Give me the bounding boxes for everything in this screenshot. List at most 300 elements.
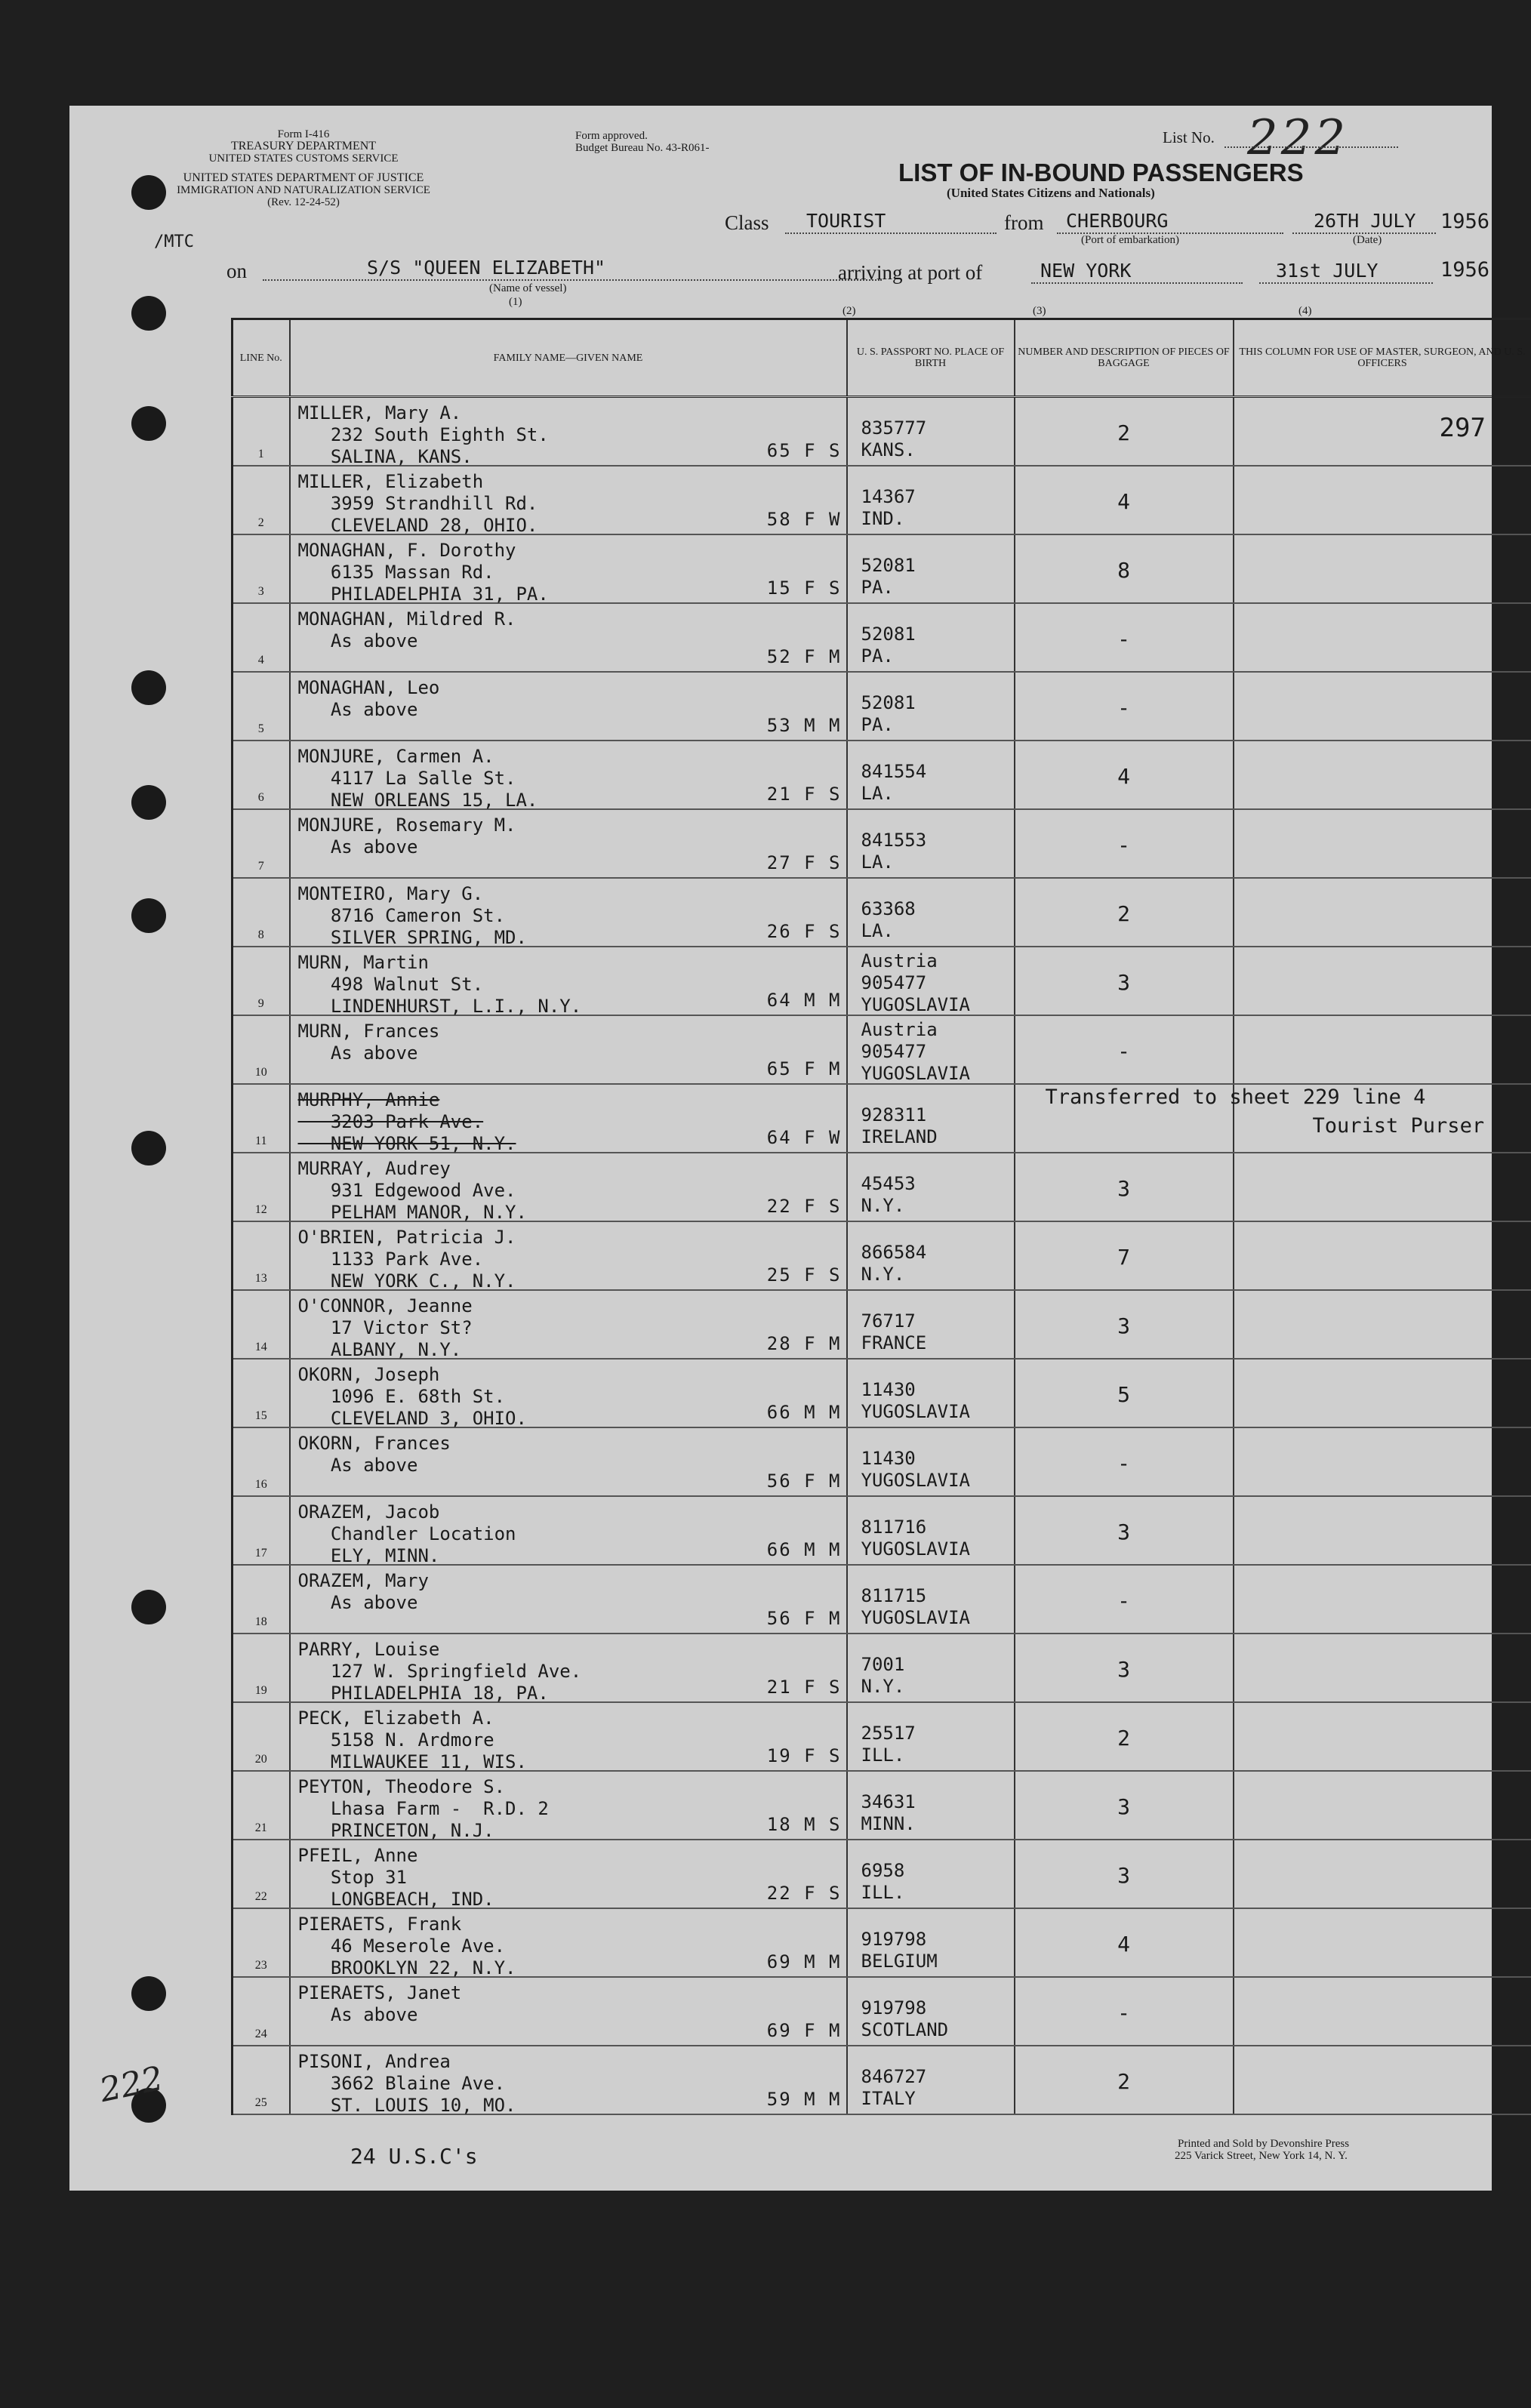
line-number [233, 1565, 290, 1634]
officer-cell [1234, 1496, 1531, 1565]
line-number-text: 21 [254, 1821, 267, 1834]
line-number [233, 1221, 290, 1290]
name-cell [290, 1634, 847, 1702]
passport-birthplace: 11430 YUGOSLAVIA [861, 1448, 970, 1491]
col1-caption: (1) [509, 296, 522, 308]
list-no-label: List No. [1163, 128, 1215, 146]
table-row [233, 878, 1531, 947]
passenger-name-address: O'CONNOR, Jeanne 17 Victor St? ALBANY, N.Y. [297, 1295, 473, 1360]
baggage-cell [1015, 878, 1234, 947]
budget-bureau: Budget Bureau No. 43-R061- [575, 142, 710, 154]
baggage-count: - [1117, 1451, 1130, 1476]
arriving-label: arriving at port of [838, 261, 983, 284]
name-cell [290, 1153, 847, 1221]
passport-birthplace: 841553 LA. [861, 830, 927, 873]
passport-birthplace: 866584 N.Y. [861, 1242, 927, 1285]
line-number-text: 22 [254, 1890, 267, 1903]
name-cell [290, 947, 847, 1015]
line-number-text: 11 [255, 1135, 267, 1147]
port-caption: (Port of embarkation) [1081, 234, 1179, 246]
printer-line-1: Printed and Sold by Devonshire Press [1178, 2138, 1350, 2150]
table-row [233, 809, 1531, 878]
table-row [233, 1221, 1531, 1290]
baggage-count: - [1117, 627, 1130, 651]
age-sex-status: 28 F M [766, 1333, 842, 1354]
officer-cell [1234, 1565, 1531, 1634]
passport-cell [847, 1015, 1015, 1084]
line-number [233, 1359, 290, 1427]
from-label: from [1004, 211, 1044, 234]
arrival-port: NEW YORK [1040, 260, 1132, 282]
line-number [233, 1634, 290, 1702]
punch-hole [131, 785, 166, 820]
table-row [233, 1290, 1531, 1359]
baggage-count: 4 [1117, 489, 1130, 514]
age-sex-status: 66 M M [766, 1539, 842, 1560]
passport-birthplace: 25517 ILL. [861, 1723, 916, 1766]
line-number-text: 12 [254, 1203, 267, 1216]
passport-birthplace: 14367 IND. [861, 486, 916, 529]
name-cell [290, 672, 847, 741]
class-line [785, 232, 997, 234]
officer-cell [1234, 1359, 1531, 1427]
table-row [233, 466, 1531, 534]
officer-cell [1234, 1153, 1531, 1221]
printer-line-2: 225 Varick Street, New York 14, N. Y. [1175, 2150, 1348, 2162]
passenger-name-address: PARRY, Louise 127 W. Springfield Ave. PHILADELPHIA 18, PA. [297, 1639, 582, 1704]
name-cell [290, 1290, 847, 1359]
passport-cell [847, 466, 1015, 534]
table-row [233, 1908, 1531, 1977]
baggage-cell [1015, 2046, 1234, 2114]
line-number-text: 18 [254, 1615, 267, 1628]
age-sex-status: 22 F S [766, 1883, 842, 1904]
total-count: 24 U.S.C's [350, 2144, 478, 2169]
baggage-count: 3 [1117, 1313, 1130, 1338]
passport-cell [847, 397, 1015, 467]
page-title: LIST OF IN-BOUND PASSENGERS [898, 159, 1304, 186]
passport-cell [847, 1771, 1015, 1840]
name-cell [290, 2046, 847, 2114]
age-sex-status: 58 F W [766, 509, 842, 530]
baggage-cell [1015, 672, 1234, 741]
form-approved: Form approved. [575, 130, 648, 142]
arrival-port-line [1031, 282, 1243, 284]
passport-birthplace: 76717 FRANCE [861, 1310, 927, 1353]
baggage-cell [1015, 1565, 1234, 1634]
baggage-count: 5 [1117, 1382, 1130, 1407]
officer-cell [1234, 466, 1531, 534]
baggage-cell [1015, 1359, 1234, 1427]
purser-note: Tourist Purser [1312, 1114, 1485, 1138]
passenger-name-address: MONJURE, Carmen A. 4117 La Salle St. NEW ORLEANS 15, LA. [297, 746, 538, 811]
age-sex-status: 69 M M [766, 1951, 842, 1972]
departure-date: 26TH JULY [1314, 210, 1416, 232]
line-number [233, 397, 290, 467]
passport-birthplace: 11430 YUGOSLAVIA [861, 1379, 970, 1422]
passenger-name-address: MONAGHAN, Leo As above [297, 677, 440, 720]
passenger-name-address: MONAGHAN, Mildred R. As above [297, 608, 516, 651]
age-sex-status: 26 F S [766, 921, 842, 942]
line-number-text: 4 [257, 654, 264, 667]
age-sex-status: 59 M M [766, 2089, 842, 2110]
punch-hole [131, 1976, 166, 2011]
age-sex-status: 52 F M [766, 646, 842, 667]
age-sex-status: 66 M M [766, 1402, 842, 1423]
list-no-line [1224, 146, 1398, 148]
punch-hole [131, 175, 166, 210]
line-number [233, 1840, 290, 1908]
list-no-value: 222 [1247, 110, 1349, 166]
passport-cell [847, 1977, 1015, 2046]
age-sex-status: 64 M M [766, 990, 842, 1011]
table-row [233, 1015, 1531, 1084]
officer-cell [1234, 809, 1531, 878]
baggage-cell [1015, 1840, 1234, 1908]
table-row [233, 1840, 1531, 1908]
age-sex-status: 21 F S [766, 784, 842, 805]
name-cell [290, 1221, 847, 1290]
passenger-name-address: O'BRIEN, Patricia J. 1133 Park Ave. NEW YORK C., N.Y. [297, 1227, 516, 1292]
passenger-name-address: ORAZEM, Jacob Chandler Location ELY, MINN. [297, 1501, 516, 1566]
officer-cell [1234, 741, 1531, 809]
table-row [233, 947, 1531, 1015]
baggage-cell [1015, 947, 1234, 1015]
passport-cell [847, 878, 1015, 947]
line-number-text: 17 [254, 1547, 267, 1560]
passenger-list-page [69, 106, 1526, 2191]
table-row [233, 1359, 1531, 1427]
officer-cell [1234, 1290, 1531, 1359]
table-row [233, 1634, 1531, 1702]
passport-cell [847, 1153, 1015, 1221]
line-number-text: 23 [254, 1959, 267, 1972]
passenger-name-address: PISONI, Andrea 3662 Blaine Ave. ST. LOUIS 10, MO. [297, 2051, 516, 2116]
baggage-cell [1015, 466, 1234, 534]
baggage-count: 3 [1117, 1863, 1130, 1888]
age-sex-status: 19 F S [766, 1745, 842, 1766]
col3-caption: (3) [1033, 305, 1046, 317]
table-row [233, 672, 1531, 741]
passenger-name-address: PIERAETS, Frank 46 Meserole Ave. BROOKLYN 22, N.Y. [297, 1914, 516, 1978]
name-cell [290, 1565, 847, 1634]
officer-cell [1234, 1771, 1531, 1840]
table-header-row [233, 319, 1531, 397]
baggage-cell [1015, 1153, 1234, 1221]
passport-birthplace: 841554 LA. [861, 761, 927, 804]
baggage-count: 2 [1117, 901, 1130, 926]
name-cell [290, 1496, 847, 1565]
passport-cell [847, 1221, 1015, 1290]
line-number [233, 534, 290, 603]
passenger-name-address: PIERAETS, Janet As above [297, 1982, 462, 2025]
punch-hole [131, 670, 166, 705]
vessel-line [263, 279, 882, 281]
punch-hole [131, 406, 166, 441]
age-sex-status: 27 F S [766, 852, 842, 873]
baggage-cell [1015, 1977, 1234, 2046]
line-number-text: 5 [257, 722, 264, 735]
age-sex-status: 65 F M [766, 1058, 842, 1079]
line-number [233, 741, 290, 809]
passenger-name-address: MILLER, Mary A. 232 South Eighth St. SALINA, KANS. [297, 402, 549, 467]
baggage-count: 4 [1117, 1932, 1130, 1957]
line-number [233, 1015, 290, 1084]
date-caption: (Date) [1353, 234, 1382, 246]
table-row [233, 1977, 1531, 2046]
header-officers: THIS COLUMN FOR USE OF MASTER, SURGEON, AND U. S. OFFICERS [1234, 319, 1531, 397]
punch-hole [131, 898, 166, 933]
line-number [233, 1771, 290, 1840]
baggage-cell [1015, 1290, 1234, 1359]
passenger-name-address: MURRAY, Audrey 931 Edgewood Ave. PELHAM MANOR, N.Y. [297, 1158, 527, 1223]
col4-caption: (4) [1298, 305, 1312, 317]
line-number [233, 1977, 290, 2046]
col2-caption: (2) [843, 305, 856, 317]
line-number [233, 947, 290, 1015]
officer-cell [1234, 878, 1531, 947]
passport-cell [847, 1359, 1015, 1427]
line-number-text: 16 [254, 1478, 267, 1491]
passport-birthplace: 63368 LA. [861, 898, 916, 941]
header-passport: U. S. PASSPORT NO. PLACE OF BIRTH [847, 319, 1015, 397]
name-cell [290, 603, 847, 672]
name-cell [290, 534, 847, 603]
passenger-name-address: MONTEIRO, Mary G. 8716 Cameron St. SILVER SPRING, MD. [297, 883, 527, 948]
line-number-text: 10 [254, 1066, 267, 1079]
passenger-name-address: PEYTON, Theodore S. Lhasa Farm - R.D. 2 PRINCETON, N.J. [297, 1776, 549, 1841]
officer-cell [1234, 397, 1531, 467]
table-row [233, 1496, 1531, 1565]
passport-birthplace: Austria 905477 YUGOSLAVIA [861, 950, 970, 1015]
passport-cell [847, 1084, 1015, 1153]
baggage-cell [1015, 1908, 1234, 1977]
passenger-name-address: ORAZEM, Mary As above [297, 1570, 429, 1613]
age-sex-status: 65 F S [766, 440, 842, 461]
baggage-count: 3 [1117, 1176, 1130, 1201]
header-line: LINE No. [233, 319, 290, 397]
passenger-name-address: PFEIL, Anne Stop 31 LONGBEACH, IND. [297, 1845, 494, 1910]
passport-birthplace: 45453 N.Y. [861, 1173, 916, 1216]
passport-birthplace: 34631 MINN. [861, 1791, 916, 1834]
page-subtitle: (United States Citizens and Nationals) [947, 186, 1155, 200]
baggage-count: 3 [1117, 1657, 1130, 1682]
passenger-name-address: MURPHY, Annie 3203 Park Ave. NEW YORK 51, N.Y. [297, 1089, 516, 1154]
passport-birthplace: 835777 KANS. [861, 417, 927, 460]
line-number [233, 1427, 290, 1496]
age-sex-status: 53 M M [766, 715, 842, 736]
on-label: on [226, 260, 247, 282]
age-sex-status: 56 F M [766, 1608, 842, 1629]
passport-cell [847, 603, 1015, 672]
passport-cell [847, 1840, 1015, 1908]
punch-hole [131, 1131, 166, 1166]
age-sex-status: 25 F S [766, 1264, 842, 1286]
passport-birthplace: 919798 SCOTLAND [861, 1997, 949, 2040]
passport-cell [847, 947, 1015, 1015]
line-number [233, 1084, 290, 1153]
passenger-table [231, 318, 1531, 2115]
treasury-label: TREASURY DEPARTMENT [230, 140, 377, 152]
line-number-text: 8 [257, 928, 264, 941]
baggage-cell [1015, 741, 1234, 809]
baggage-count: - [1117, 833, 1130, 858]
baggage-count: 7 [1117, 1245, 1130, 1270]
table-row [233, 603, 1531, 672]
line-number-text: 6 [257, 791, 264, 804]
line-number-text: 20 [254, 1753, 267, 1766]
officer-cell [1234, 1015, 1531, 1084]
line-number-text: 15 [254, 1409, 267, 1422]
name-cell [290, 397, 847, 467]
passenger-name-address: MONJURE, Rosemary M. As above [297, 814, 516, 858]
passport-birthplace: 928311 IRELAND [861, 1104, 938, 1147]
baggage-count: 2 [1117, 2069, 1130, 2094]
arrival-date-line [1259, 282, 1433, 284]
baggage-count: - [1117, 1039, 1130, 1064]
baggage-count: 8 [1117, 558, 1130, 583]
table-row [233, 1702, 1531, 1771]
line-number-text: 13 [254, 1272, 267, 1285]
baggage-count: 4 [1117, 764, 1130, 789]
table-row [233, 1771, 1531, 1840]
header-name: FAMILY NAME—GIVEN NAME [290, 319, 847, 397]
line-number [233, 809, 290, 878]
passport-cell [847, 2046, 1015, 2114]
vessel-caption: (Name of vessel) [489, 282, 567, 294]
passport-birthplace: 811715 YUGOSLAVIA [861, 1585, 970, 1628]
line-number-text: 9 [257, 997, 264, 1010]
passport-cell [847, 1565, 1015, 1634]
baggage-count: 3 [1117, 970, 1130, 995]
passport-cell [847, 1702, 1015, 1771]
passport-birthplace: 7001 N.Y. [861, 1654, 905, 1697]
line-number-text: 2 [257, 516, 264, 529]
line-number [233, 878, 290, 947]
class-value: TOURIST [806, 210, 886, 232]
baggage-count: - [1117, 1588, 1130, 1613]
line-number [233, 1496, 290, 1565]
name-cell [290, 1771, 847, 1840]
ins-label: IMMIGRATION AND NATURALIZATION SERVICE [177, 184, 430, 196]
baggage-count: 3 [1117, 1520, 1130, 1544]
baggage-cell [1015, 397, 1234, 467]
passport-cell [847, 741, 1015, 809]
passport-cell [847, 809, 1015, 878]
baggage-cell [1015, 1427, 1234, 1496]
passenger-name-address: OKORN, Frances As above [297, 1433, 451, 1476]
passport-birthplace: 846727 ITALY [861, 2066, 927, 2109]
passport-birthplace: 6958 ILL. [861, 1860, 905, 1903]
margin-note: 222 [96, 2059, 167, 2111]
line-number-text: 19 [254, 1684, 267, 1697]
age-sex-status: 64 F W [766, 1127, 842, 1148]
baggage-cell [1015, 1015, 1234, 1084]
baggage-cell [1015, 1221, 1234, 1290]
table-row [233, 741, 1531, 809]
line-number [233, 1908, 290, 1977]
passenger-name-address: MURN, Martin 498 Walnut St. LINDENHURST, L.I., N.Y. [297, 952, 582, 1017]
passport-birthplace: 52081 PA. [861, 692, 916, 735]
line-number [233, 466, 290, 534]
baggage-cell [1015, 1702, 1234, 1771]
name-cell [290, 466, 847, 534]
customs-label: UNITED STATES CUSTOMS SERVICE [208, 152, 399, 165]
age-sex-status: 18 M S [766, 1814, 842, 1835]
baggage-cell [1015, 534, 1234, 603]
baggage-count: 2 [1117, 1726, 1130, 1751]
officer-cell [1234, 534, 1531, 603]
line-number [233, 1702, 290, 1771]
transfer-note: Transferred to sheet 229 line 4 [1045, 1085, 1426, 1109]
name-cell [290, 1015, 847, 1084]
name-cell [290, 1908, 847, 1977]
form-number: Form I-416 [277, 128, 330, 140]
age-sex-status: 69 F M [766, 2020, 842, 2041]
punch-hole [131, 1590, 166, 1624]
name-cell [290, 1702, 847, 1771]
name-cell [290, 1977, 847, 2046]
justice-label: UNITED STATES DEPARTMENT OF JUSTICE [183, 171, 424, 184]
passport-birthplace: 52081 PA. [861, 555, 916, 598]
passport-birthplace: Austria 905477 YUGOSLAVIA [861, 1019, 970, 1084]
table-row [233, 1084, 1531, 1153]
passenger-name-address: MONAGHAN, F. Dorothy 6135 Massan Rd. PHILADELPHIA 31, PA. [297, 540, 549, 605]
baggage-cell [1015, 603, 1234, 672]
passport-birthplace: 52081 PA. [861, 624, 916, 667]
name-cell [290, 1427, 847, 1496]
line-number-text: 1 [257, 448, 264, 460]
line-number-text: 14 [254, 1341, 267, 1353]
passport-cell [847, 1634, 1015, 1702]
name-cell [290, 741, 847, 809]
officer-cell [1234, 672, 1531, 741]
line-number-text: 7 [257, 860, 264, 873]
name-cell [290, 1084, 847, 1153]
passport-cell [847, 1908, 1015, 1977]
age-sex-status: 22 F S [766, 1196, 842, 1217]
officer-cell [1234, 1427, 1531, 1496]
passenger-name-address: MURN, Frances As above [297, 1021, 440, 1064]
header-baggage: NUMBER AND DESCRIPTION OF PIECES OF BAGGAGE [1015, 319, 1234, 397]
passport-cell [847, 672, 1015, 741]
officer-cell [1045, 1084, 1531, 1153]
passport-cell [847, 1496, 1015, 1565]
baggage-count: 3 [1117, 1794, 1130, 1819]
baggage-cell [1015, 1496, 1234, 1565]
age-sex-status: 56 F M [766, 1470, 842, 1492]
officer-cell [1234, 1840, 1531, 1908]
name-cell [290, 878, 847, 947]
officer-cell [1234, 2046, 1531, 2114]
table-row [233, 1565, 1531, 1634]
name-cell [290, 1840, 847, 1908]
baggage-count: - [1117, 695, 1130, 720]
line-number-text: 3 [257, 585, 264, 598]
age-sex-status: 21 F S [766, 1677, 842, 1698]
table-row [233, 534, 1531, 603]
passport-birthplace: 811716 YUGOSLAVIA [861, 1517, 970, 1560]
baggage-cell [1015, 809, 1234, 878]
baggage-count: - [1117, 2000, 1130, 2025]
line-number [233, 603, 290, 672]
name-cell [290, 1359, 847, 1427]
passport-birthplace: 919798 BELGIUM [861, 1929, 938, 1972]
passenger-name-address: MILLER, Elizabeth 3959 Strandhill Rd. CLEVELAND 28, OHIO. [297, 471, 538, 536]
officer-cell [1234, 1977, 1531, 2046]
table-row [233, 397, 1531, 467]
officer-cell [1234, 1634, 1531, 1702]
